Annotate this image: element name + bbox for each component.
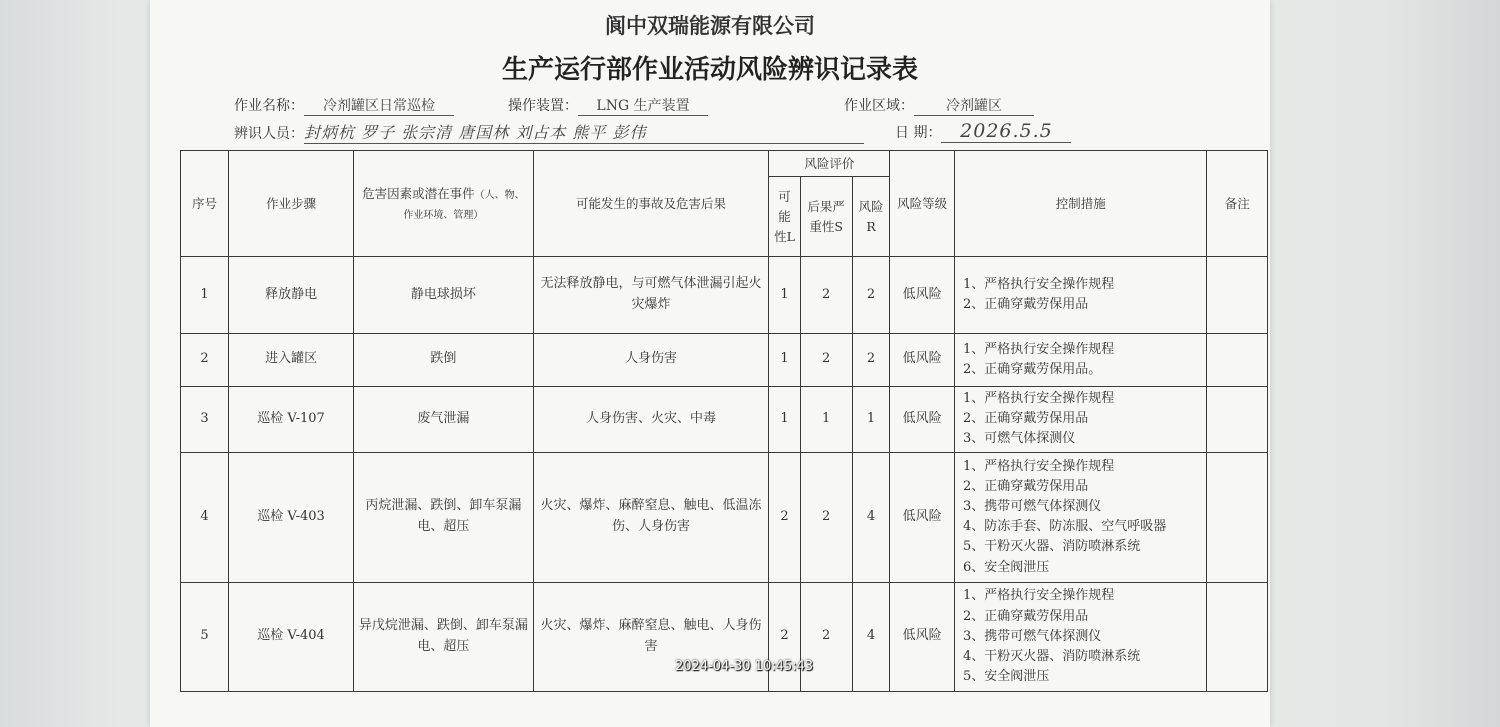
cell-remarks <box>1207 452 1268 582</box>
measure-item: 4、干粉灭火器、消防喷淋系统 <box>962 648 1141 664</box>
cell-step: 释放静电 <box>228 257 353 334</box>
header-risk-eval: 风险评价 <box>769 151 890 177</box>
table-row <box>181 333 1268 386</box>
risk-table <box>180 150 1268 692</box>
measure-item: 2、正确穿戴劳保用品。 <box>962 361 1102 377</box>
job-name-value: 冷剂罐区日常巡检 <box>304 95 454 116</box>
header-remarks: 备注 <box>1207 151 1268 257</box>
measure-item: 1、严格执行安全操作规程 <box>962 276 1115 292</box>
job-name-label: 作业名称： <box>234 98 304 114</box>
form-title: 生产运行部作业活动风险辨识记录表 <box>501 55 918 85</box>
cell-measures <box>954 257 1206 334</box>
date-label: 日 期： <box>895 125 942 141</box>
personnel-field <box>234 120 864 144</box>
measure-item: 5、干粉灭火器、消防喷淋系统 <box>962 539 1141 555</box>
photo-timestamp: 2024-04-30 10:45:43 <box>675 659 814 674</box>
cell-measures <box>954 333 1206 386</box>
cell-step: 巡检 V-107 <box>228 386 353 452</box>
cell-l: 1 <box>769 386 800 452</box>
cell-seq: 1 <box>181 257 229 334</box>
cell-step: 巡检 V-404 <box>228 582 353 691</box>
risk-table-body <box>181 257 1268 692</box>
header-l: 可能性L <box>769 177 800 257</box>
cell-seq: 5 <box>181 582 229 691</box>
cell-s: 2 <box>800 582 852 691</box>
table-row <box>181 452 1268 582</box>
cell-hazard: 废气泄漏 <box>354 386 533 452</box>
cell-r: 1 <box>852 386 890 452</box>
cell-level: 低风险 <box>890 452 955 582</box>
date-value: 2026.5.5 <box>941 120 1071 143</box>
area-label: 作业区域： <box>844 98 914 114</box>
cell-consequence: 无法释放静电，与可燃气体泄漏引起火灾爆炸 <box>533 257 769 334</box>
measure-item: 4、防冻手套、防冻服、空气呼吸器 <box>962 519 1167 535</box>
cell-step: 进入罐区 <box>228 333 353 386</box>
measure-item: 3、携带可燃气体探测仪 <box>962 628 1102 644</box>
date-field <box>895 120 1071 143</box>
cell-s: 1 <box>800 386 852 452</box>
cell-seq: 2 <box>181 333 229 386</box>
cell-remarks <box>1207 333 1268 386</box>
header-hazard-text: 危害因素或潜在事件 <box>362 185 475 201</box>
cell-level: 低风险 <box>890 582 955 691</box>
table-row <box>181 582 1268 691</box>
cell-consequence: 火灾、爆炸、麻醉窒息、触电、低温冻伤、人身伤害 <box>533 452 769 582</box>
measure-item: 2、正确穿戴劳保用品 <box>962 296 1089 312</box>
measure-item: 2、正确穿戴劳保用品 <box>962 608 1089 624</box>
measure-item: 5、安全阀泄压 <box>962 669 1050 684</box>
cell-seq: 4 <box>181 452 229 582</box>
header-s: 后果严重性S <box>800 177 852 257</box>
cell-remarks <box>1207 257 1268 334</box>
cell-seq: 3 <box>181 386 229 452</box>
paper-sheet <box>150 0 1270 727</box>
job-name-field <box>234 95 454 116</box>
measure-item: 2、正确穿戴劳保用品 <box>962 411 1089 427</box>
measure-item: 1、严格执行安全操作规程 <box>962 341 1115 357</box>
cell-remarks <box>1207 386 1268 452</box>
cell-l: 1 <box>769 333 800 386</box>
cell-level: 低风险 <box>890 257 955 334</box>
header-measures: 控制措施 <box>954 151 1206 257</box>
cell-s: 2 <box>800 333 852 386</box>
area-value: 冷剂罐区 <box>914 95 1034 116</box>
table-row <box>181 386 1268 452</box>
personnel-label: 辨识人员： <box>234 126 304 142</box>
measure-item: 6、安全阀泄压 <box>962 559 1050 575</box>
cell-l: 1 <box>769 257 800 334</box>
company-name: 阆中双瑞能源有限公司 <box>605 14 815 38</box>
cell-l: 2 <box>769 452 800 582</box>
header-level: 风险等级 <box>890 151 955 257</box>
personnel-signatures: 封炳杭 罗子 张宗清 唐国林 刘占本 熊平 彭伟 <box>304 120 864 144</box>
header-hazard <box>354 151 533 257</box>
cell-measures <box>954 452 1206 582</box>
measure-item: 1、严格执行安全操作规程 <box>962 588 1115 604</box>
measure-item: 3、可燃气体探测仪 <box>962 431 1076 447</box>
cell-l: 2 <box>769 582 800 691</box>
cell-r: 4 <box>852 452 890 582</box>
measure-item: 1、严格执行安全操作规程 <box>962 458 1115 474</box>
cell-level: 低风险 <box>890 333 955 386</box>
area-field <box>844 95 1034 116</box>
cell-hazard: 静电球损坏 <box>354 257 533 334</box>
cell-r: 2 <box>852 333 890 386</box>
header-consequence: 可能发生的事故及危害后果 <box>533 151 769 257</box>
cell-s: 2 <box>800 257 852 334</box>
cell-consequence: 火灾、爆炸、麻醉窒息、触电、人身伤害 <box>533 582 769 691</box>
cell-measures <box>954 386 1206 452</box>
device-field <box>508 95 708 116</box>
cell-level: 低风险 <box>890 386 955 452</box>
cell-hazard: 异戊烷泄漏、跌倒、卸车泵漏电、超压 <box>354 582 533 691</box>
cell-step: 巡检 V-403 <box>228 452 353 582</box>
table-row <box>181 257 1268 334</box>
header-seq: 序号 <box>181 151 229 257</box>
measure-item: 1、严格执行安全操作规程 <box>962 391 1115 407</box>
cell-consequence: 人身伤害 <box>533 333 769 386</box>
device-value: LNG 生产装置 <box>578 95 708 116</box>
header-hazard-note: （人、物、作业环境、管理） <box>403 189 525 221</box>
header-step: 作业步骤 <box>228 151 353 257</box>
cell-s: 2 <box>800 452 852 582</box>
cell-consequence: 人身伤害、火灾、中毒 <box>533 386 769 452</box>
measure-item: 2、正确穿戴劳保用品 <box>962 478 1089 494</box>
cell-r: 2 <box>852 257 890 334</box>
cell-remarks <box>1207 582 1268 691</box>
cell-hazard: 跌倒 <box>354 333 533 386</box>
device-label: 操作装置： <box>508 98 578 114</box>
cell-measures <box>954 582 1206 691</box>
measure-item: 3、携带可燃气体探测仪 <box>962 499 1102 515</box>
cell-hazard: 丙烷泄漏、跌倒、卸车泵漏电、超压 <box>354 452 533 582</box>
header-r: 风险R <box>852 177 890 257</box>
cell-r: 4 <box>852 582 890 691</box>
